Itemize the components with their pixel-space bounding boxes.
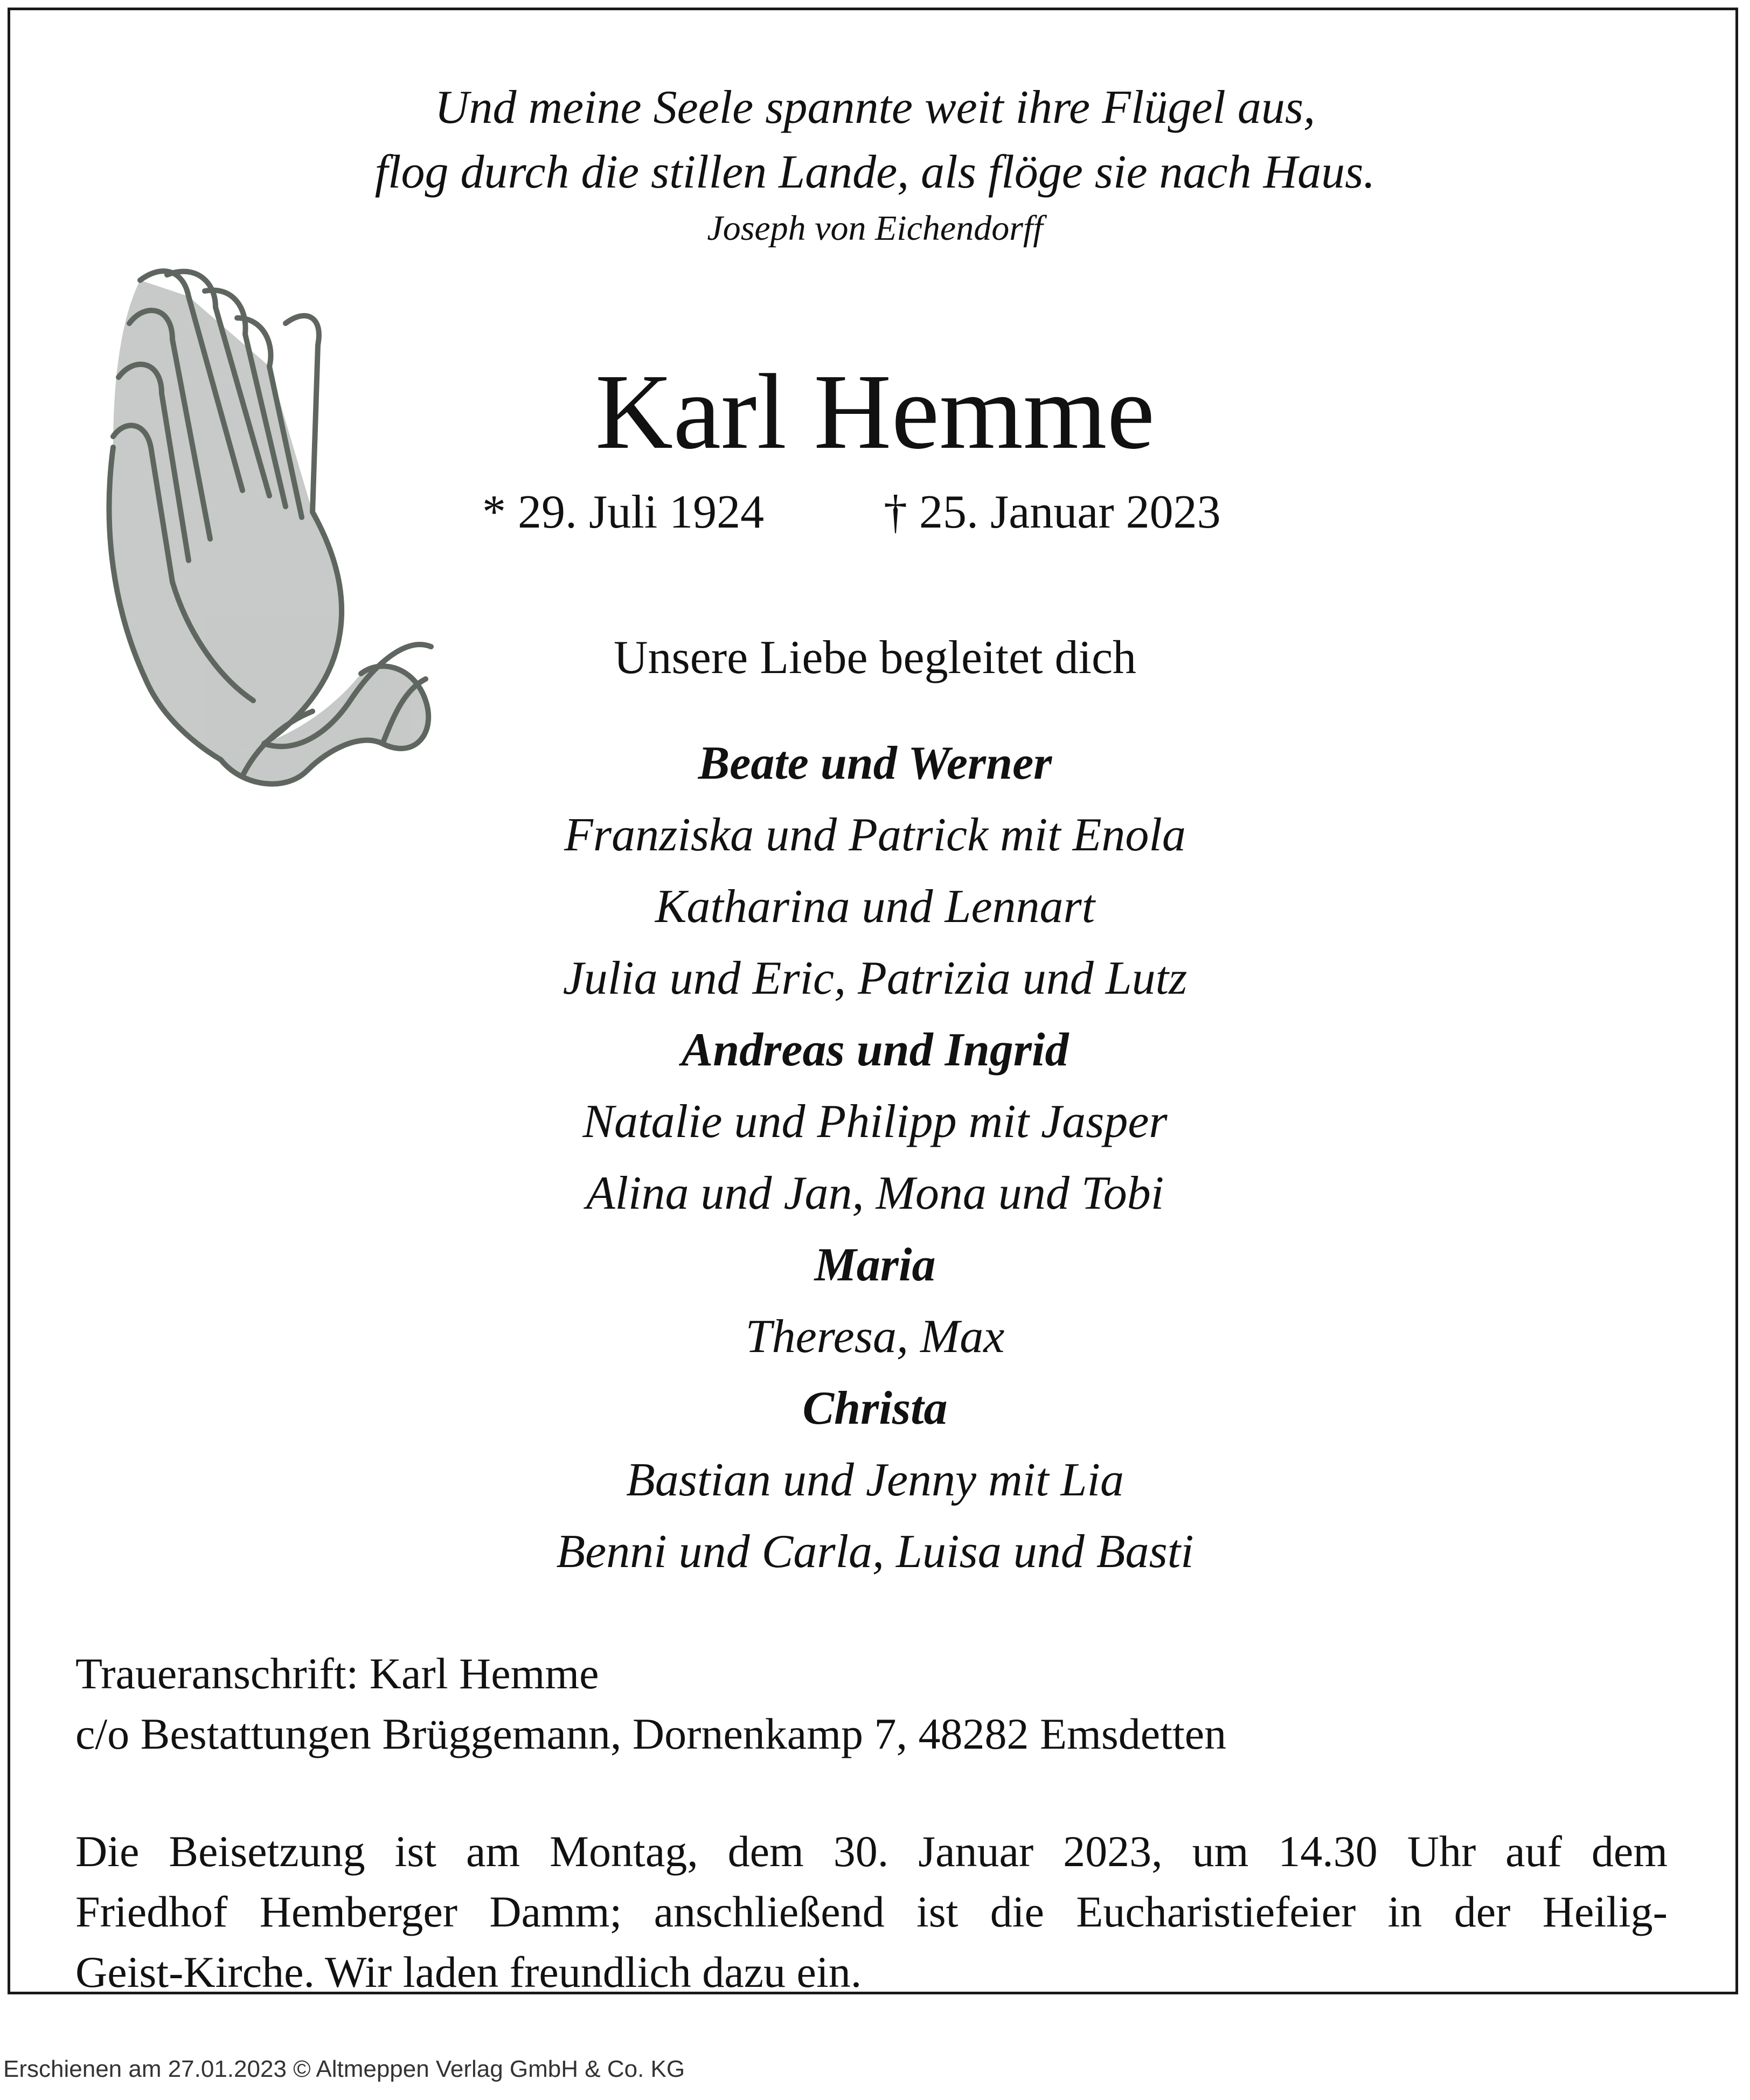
- family-line: Natalie und Philipp mit Jasper: [582, 1096, 1168, 1148]
- deceased-name: Karl Hemme: [595, 352, 1155, 472]
- birth-date: * 29. Juli 1924: [482, 486, 765, 538]
- quote-line-1: Und meine Seele spannte weit ihre Flügel aus,: [434, 81, 1316, 134]
- dedication: Unsere Liebe begleitet dich: [613, 632, 1137, 684]
- family-line: Benni und Carla, Luisa und Basti: [556, 1526, 1194, 1578]
- quote-line-2: flog durch die stillen Lande, als flöge sie nach Haus.: [374, 146, 1376, 198]
- family-line: Christa: [802, 1382, 948, 1434]
- family-list: [0, 727, 1750, 1588]
- funeral-notice: [75, 1821, 1668, 2002]
- family-line: Theresa, Max: [745, 1311, 1005, 1363]
- family-line: Franziska und Patrick mit Enola: [564, 809, 1186, 861]
- family-line: Alina und Jan, Mona und Tobi: [586, 1167, 1164, 1219]
- mourning-address: [75, 1644, 1226, 1764]
- address-line-2: c/o Bestattungen Brüggemann, Dornenkamp 7, 48282 Emsdetten: [75, 1709, 1227, 1758]
- family-line: Bastian und Jenny mit Lia: [626, 1454, 1124, 1506]
- quote-author: Joseph von Eichendorff: [707, 209, 1043, 248]
- praying-hands-icon: [81, 259, 453, 798]
- death-date: † 25. Januar 2023: [884, 486, 1221, 538]
- notice-line-1: Die Beisetzung ist am Montag, dem 30. Januar 2023, um 14.30 Uhr auf dem: [75, 1827, 1668, 1876]
- publication-footer: Erschienen am 27.01.2023 © Altmeppen Verlag GmbH & Co. KG: [3, 2056, 685, 2082]
- quote: [0, 75, 1750, 205]
- notice-line-3: Geist-Kirche. Wir laden freundlich dazu ein.: [75, 1947, 862, 1997]
- family-line: Katharina und Lennart: [655, 881, 1095, 933]
- family-line: Maria: [814, 1239, 936, 1291]
- family-line: Julia und Eric, Patrizia und Lutz: [562, 952, 1188, 1004]
- notice-line-2: Friedhof Hemberger Damm; anschließend ist die Eucharistiefeier in der Heilig-: [75, 1887, 1668, 1936]
- family-line: Beate und Werner: [698, 737, 1052, 789]
- family-line: Andreas und Ingrid: [681, 1024, 1069, 1076]
- address-line-1: Traueranschrift: Karl Hemme: [75, 1649, 599, 1698]
